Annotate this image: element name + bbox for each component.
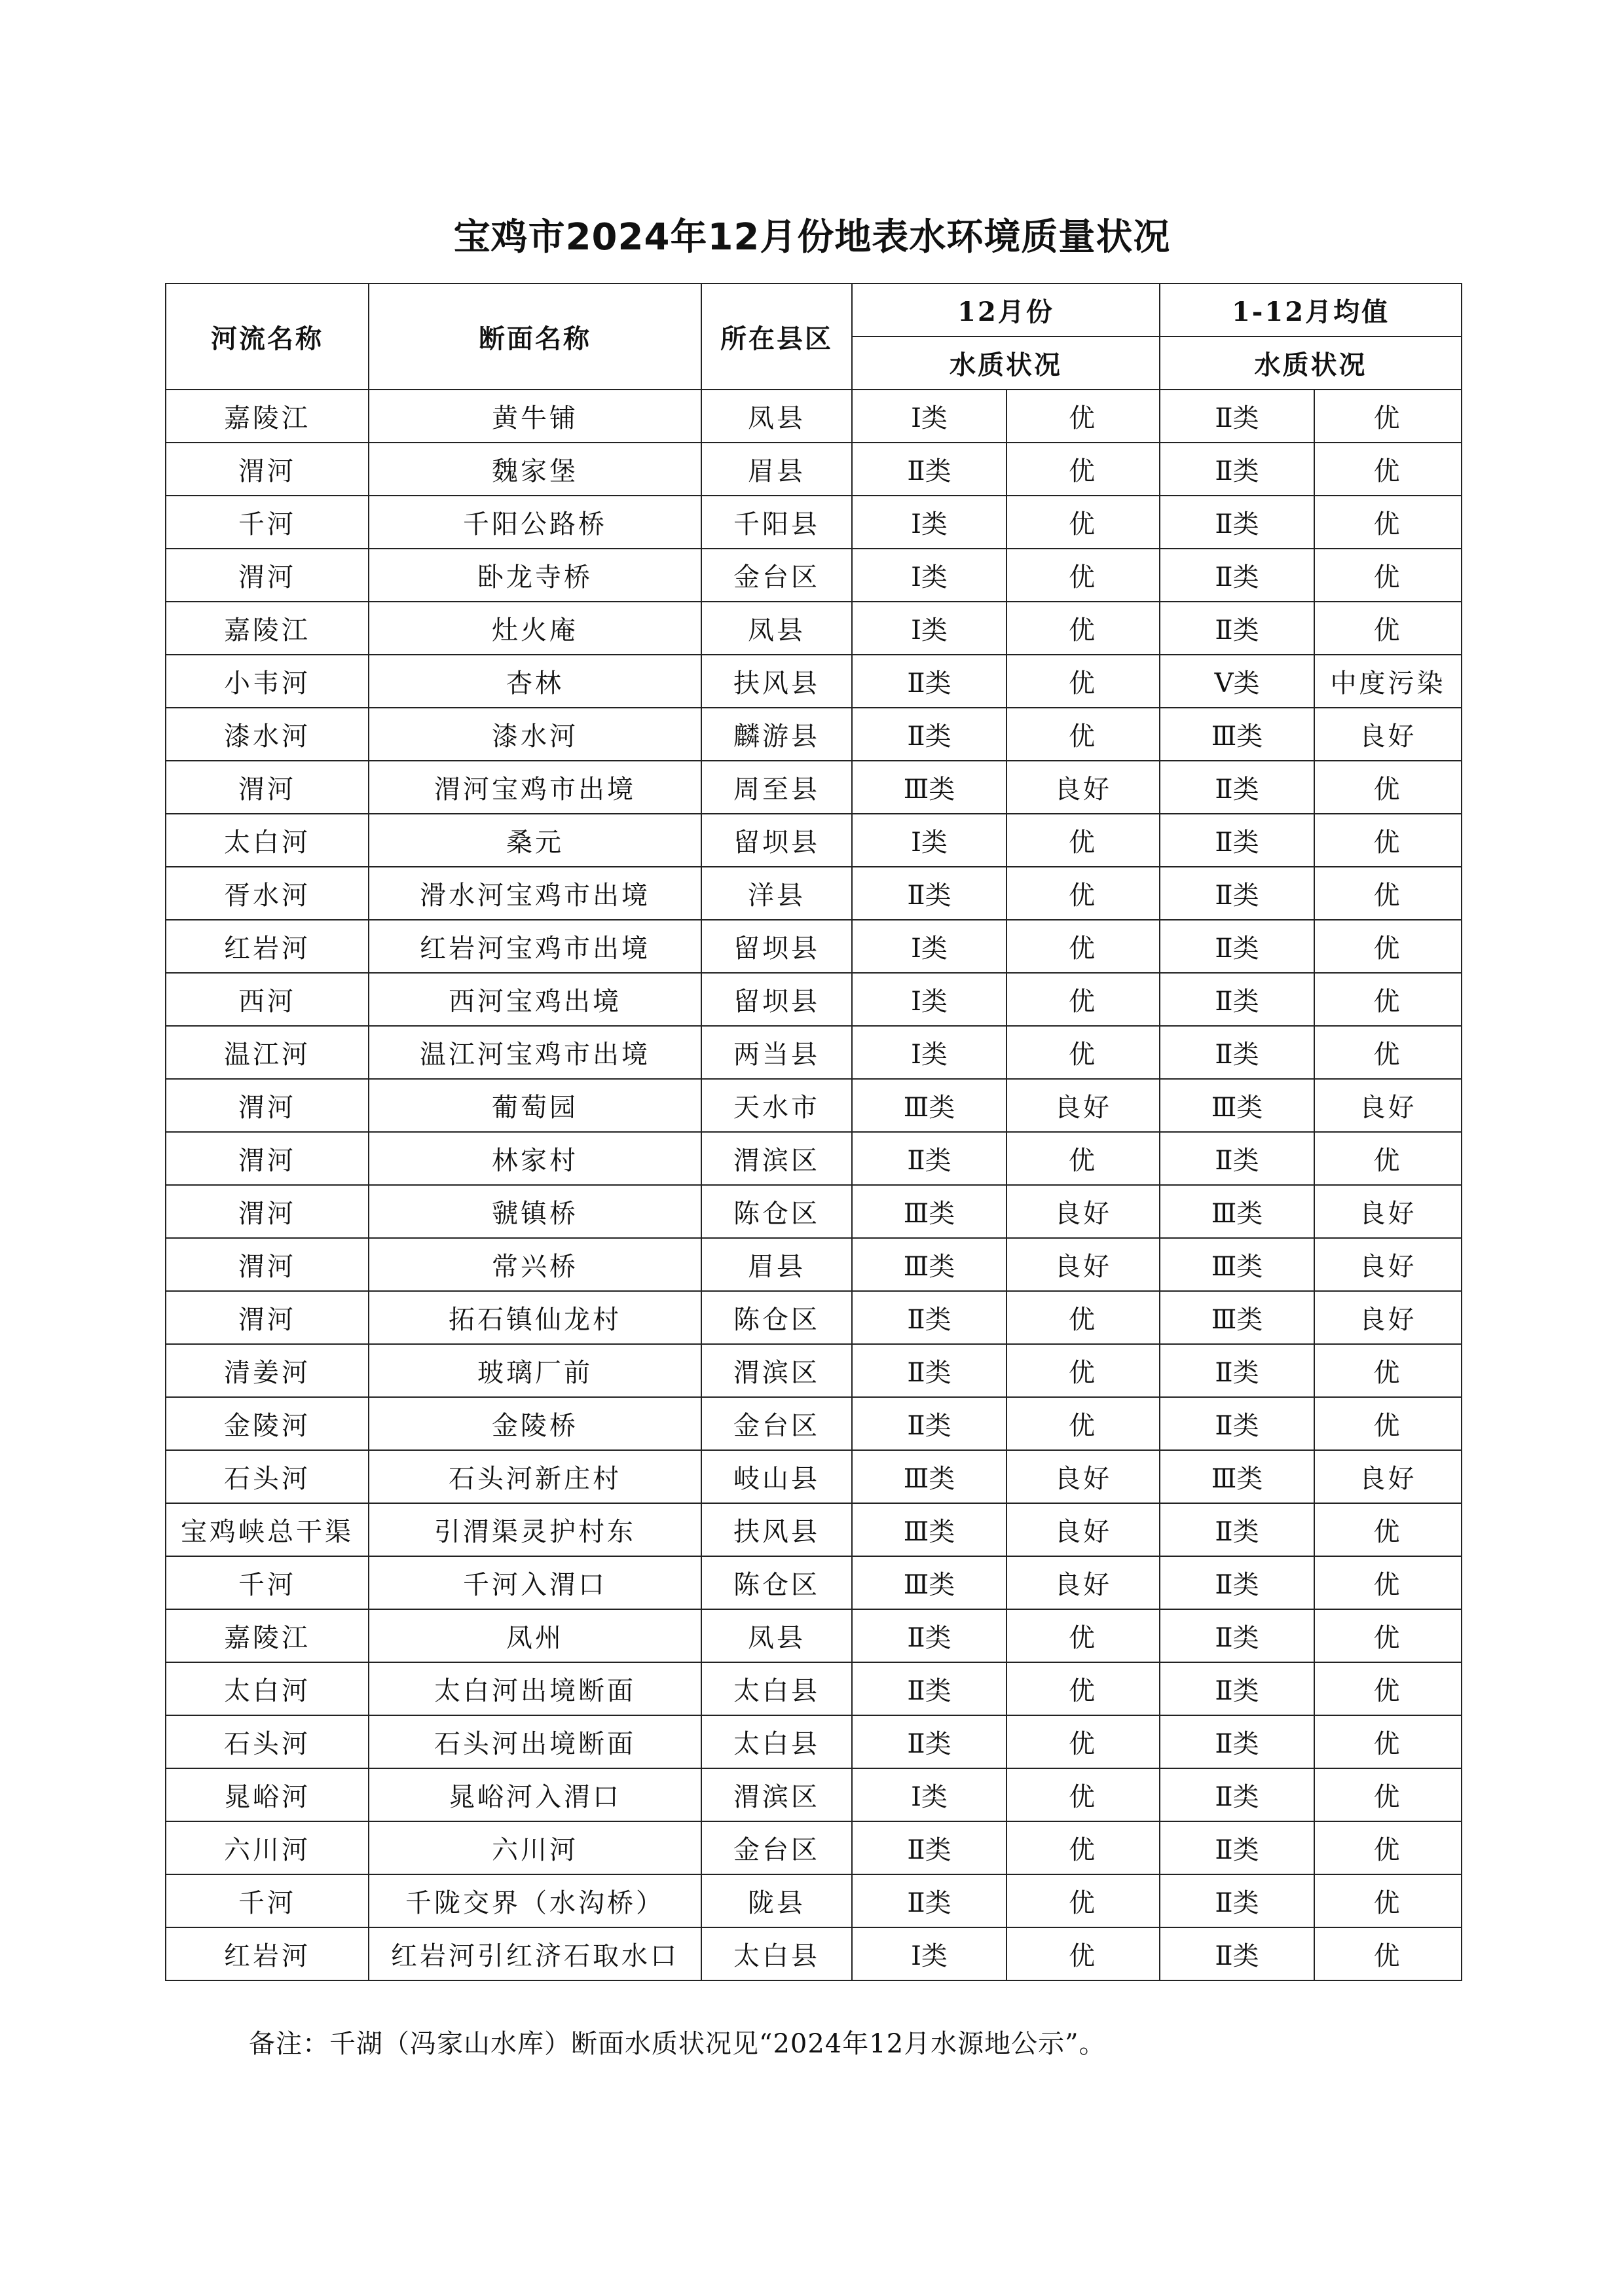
cell-annual-status: 优 [1314, 1715, 1462, 1768]
cell-december-class: Ⅲ类 [852, 761, 1006, 814]
cell-december-class: Ⅲ类 [852, 1450, 1006, 1503]
cell-county: 太白县 [701, 1715, 852, 1768]
cell-county: 扶风县 [701, 655, 852, 708]
cell-annual-status: 优 [1314, 496, 1462, 549]
cell-december-status: 优 [1006, 1662, 1160, 1715]
cell-annual-status: 优 [1314, 1927, 1462, 1980]
cell-section-name: 温江河宝鸡市出境 [369, 1026, 701, 1079]
cell-river-name: 温江河 [166, 1026, 369, 1079]
cell-annual-class: Ⅱ类 [1160, 867, 1314, 920]
cell-county: 金台区 [701, 549, 852, 602]
cell-annual-status: 优 [1314, 1556, 1462, 1609]
cell-december-status: 优 [1006, 1397, 1160, 1450]
table-row [166, 1662, 1462, 1715]
cell-river-name: 小韦河 [166, 655, 369, 708]
cell-section-name: 引渭渠灵护村东 [369, 1503, 701, 1556]
table-row [166, 655, 1462, 708]
cell-river-name: 清姜河 [166, 1344, 369, 1397]
cell-december-status: 良好 [1006, 1238, 1160, 1291]
cell-river-name: 石头河 [166, 1450, 369, 1503]
cell-section-name: 灶火庵 [369, 602, 701, 655]
cell-annual-class: Ⅱ类 [1160, 602, 1314, 655]
cell-section-name: 魏家堡 [369, 443, 701, 496]
cell-annual-class: Ⅲ类 [1160, 1450, 1314, 1503]
cell-annual-status: 优 [1314, 602, 1462, 655]
cell-river-name: 渭河 [166, 761, 369, 814]
table-row [166, 973, 1462, 1026]
cell-december-class: Ⅰ类 [852, 602, 1006, 655]
table-row [166, 1397, 1462, 1450]
cell-section-name: 林家村 [369, 1132, 701, 1185]
header-section-name: 断面名称 [369, 283, 701, 390]
cell-annual-class: Ⅱ类 [1160, 973, 1314, 1026]
cell-annual-class: Ⅲ类 [1160, 1079, 1314, 1132]
table-row [166, 496, 1462, 549]
cell-county: 太白县 [701, 1662, 852, 1715]
table-row [166, 390, 1462, 443]
cell-section-name: 红岩河引红济石取水口 [369, 1927, 701, 1980]
cell-river-name: 西河 [166, 973, 369, 1026]
cell-annual-status: 优 [1314, 1503, 1462, 1556]
cell-annual-class: Ⅱ类 [1160, 1344, 1314, 1397]
cell-river-name: 红岩河 [166, 1927, 369, 1980]
water-quality-table [165, 283, 1462, 1981]
cell-county: 留坝县 [701, 814, 852, 867]
cell-annual-class: Ⅱ类 [1160, 1026, 1314, 1079]
cell-december-class: Ⅱ类 [852, 1821, 1006, 1874]
cell-section-name: 黄牛铺 [369, 390, 701, 443]
cell-annual-class: Ⅱ类 [1160, 920, 1314, 973]
table-row [166, 1768, 1462, 1821]
cell-december-status: 优 [1006, 1927, 1160, 1980]
table-row [166, 1185, 1462, 1238]
cell-annual-status: 良好 [1314, 1450, 1462, 1503]
cell-county: 陇县 [701, 1874, 852, 1927]
cell-section-name: 石头河新庄村 [369, 1450, 701, 1503]
cell-annual-status: 优 [1314, 761, 1462, 814]
cell-annual-status: 中度污染 [1314, 655, 1462, 708]
cell-december-status: 优 [1006, 496, 1160, 549]
page-title: 宝鸡市2024年12月份地表水环境质量状况 [453, 216, 1171, 259]
cell-county: 太白县 [701, 1927, 852, 1980]
table-row [166, 1026, 1462, 1079]
cell-december-status: 优 [1006, 973, 1160, 1026]
cell-section-name: 葡萄园 [369, 1079, 701, 1132]
cell-december-class: Ⅱ类 [852, 443, 1006, 496]
cell-december-status: 优 [1006, 602, 1160, 655]
cell-section-name: 卧龙寺桥 [369, 549, 701, 602]
cell-annual-status: 优 [1314, 1609, 1462, 1662]
cell-december-class: Ⅰ类 [852, 973, 1006, 1026]
cell-december-status: 优 [1006, 443, 1160, 496]
cell-annual-status: 优 [1314, 549, 1462, 602]
cell-december-class: Ⅱ类 [852, 1397, 1006, 1450]
cell-december-status: 优 [1006, 1026, 1160, 1079]
cell-december-status: 优 [1006, 867, 1160, 920]
cell-december-class: Ⅱ类 [852, 1715, 1006, 1768]
cell-section-name: 六川河 [369, 1821, 701, 1874]
cell-december-class: Ⅰ类 [852, 1026, 1006, 1079]
cell-december-class: Ⅰ类 [852, 1768, 1006, 1821]
cell-river-name: 渭河 [166, 1185, 369, 1238]
cell-section-name: 千陇交界（水沟桥） [369, 1874, 701, 1927]
cell-annual-status: 优 [1314, 867, 1462, 920]
cell-december-status: 优 [1006, 920, 1160, 973]
cell-section-name: 太白河出境断面 [369, 1662, 701, 1715]
cell-annual-class: Ⅱ类 [1160, 1132, 1314, 1185]
cell-december-status: 优 [1006, 390, 1160, 443]
cell-river-name: 渭河 [166, 549, 369, 602]
cell-county: 两当县 [701, 1026, 852, 1079]
cell-river-name: 晁峪河 [166, 1768, 369, 1821]
table-row [166, 1291, 1462, 1344]
cell-county: 岐山县 [701, 1450, 852, 1503]
cell-river-name: 嘉陵江 [166, 602, 369, 655]
cell-december-class: Ⅲ类 [852, 1185, 1006, 1238]
cell-section-name: 桑元 [369, 814, 701, 867]
cell-december-status: 良好 [1006, 1503, 1160, 1556]
cell-december-class: Ⅱ类 [852, 655, 1006, 708]
header-river-name: 河流名称 [166, 283, 369, 390]
cell-annual-class: Ⅱ类 [1160, 549, 1314, 602]
cell-december-class: Ⅱ类 [852, 867, 1006, 920]
cell-section-name: 漆水河 [369, 708, 701, 761]
cell-county: 凤县 [701, 1609, 852, 1662]
cell-river-name: 红岩河 [166, 920, 369, 973]
header-annual-quality: 水质状况 [1160, 337, 1462, 390]
cell-december-class: Ⅲ类 [852, 1079, 1006, 1132]
cell-december-class: Ⅲ类 [852, 1238, 1006, 1291]
table-row [166, 1556, 1462, 1609]
header-december-quality: 水质状况 [852, 337, 1160, 390]
cell-annual-status: 优 [1314, 920, 1462, 973]
cell-annual-status: 优 [1314, 443, 1462, 496]
cell-annual-class: Ⅱ类 [1160, 1556, 1314, 1609]
cell-county: 千阳县 [701, 496, 852, 549]
cell-annual-class: Ⅱ类 [1160, 1397, 1314, 1450]
table-row [166, 708, 1462, 761]
cell-annual-status: 良好 [1314, 1185, 1462, 1238]
cell-annual-class: Ⅱ类 [1160, 1821, 1314, 1874]
cell-river-name: 渭河 [166, 443, 369, 496]
cell-december-class: Ⅰ类 [852, 814, 1006, 867]
cell-county: 渭滨区 [701, 1768, 852, 1821]
table-row [166, 761, 1462, 814]
cell-section-name: 渭河宝鸡市出境 [369, 761, 701, 814]
cell-river-name: 嘉陵江 [166, 390, 369, 443]
cell-annual-class: Ⅲ类 [1160, 1185, 1314, 1238]
cell-river-name: 千河 [166, 1556, 369, 1609]
cell-section-name: 玻璃厂前 [369, 1344, 701, 1397]
cell-annual-class: Ⅱ类 [1160, 443, 1314, 496]
cell-december-status: 优 [1006, 655, 1160, 708]
cell-county: 渭滨区 [701, 1344, 852, 1397]
cell-county: 陈仓区 [701, 1291, 852, 1344]
cell-county: 眉县 [701, 443, 852, 496]
cell-section-name: 杏林 [369, 655, 701, 708]
cell-annual-status: 良好 [1314, 1291, 1462, 1344]
table-row [166, 1874, 1462, 1927]
cell-december-class: Ⅱ类 [852, 1662, 1006, 1715]
cell-county: 留坝县 [701, 973, 852, 1026]
cell-annual-status: 优 [1314, 1397, 1462, 1450]
cell-december-status: 优 [1006, 1132, 1160, 1185]
cell-river-name: 漆水河 [166, 708, 369, 761]
cell-december-status: 优 [1006, 1344, 1160, 1397]
footnote: 备注：千湖（冯家山水库）断面水质状况见“2024年12月水源地公示”。 [249, 2029, 1106, 2059]
table-row [166, 1079, 1462, 1132]
cell-december-status: 优 [1006, 1609, 1160, 1662]
cell-section-name: 西河宝鸡出境 [369, 973, 701, 1026]
cell-river-name: 渭河 [166, 1132, 369, 1185]
cell-annual-class: Ⅱ类 [1160, 390, 1314, 443]
cell-river-name: 金陵河 [166, 1397, 369, 1450]
table-body [166, 390, 1462, 1980]
cell-river-name: 石头河 [166, 1715, 369, 1768]
cell-december-status: 良好 [1006, 1450, 1160, 1503]
cell-december-status: 良好 [1006, 1556, 1160, 1609]
cell-section-name: 拓石镇仙龙村 [369, 1291, 701, 1344]
cell-county: 麟游县 [701, 708, 852, 761]
cell-december-status: 优 [1006, 814, 1160, 867]
cell-county: 周至县 [701, 761, 852, 814]
table-row [166, 602, 1462, 655]
cell-section-name: 虢镇桥 [369, 1185, 701, 1238]
cell-river-name: 胥水河 [166, 867, 369, 920]
cell-annual-status: 优 [1314, 1768, 1462, 1821]
cell-county: 凤县 [701, 602, 852, 655]
header-december: 12月份 [852, 283, 1160, 337]
cell-river-name: 嘉陵江 [166, 1609, 369, 1662]
cell-section-name: 常兴桥 [369, 1238, 701, 1291]
cell-annual-status: 良好 [1314, 1079, 1462, 1132]
cell-county: 渭滨区 [701, 1132, 852, 1185]
cell-annual-status: 优 [1314, 1662, 1462, 1715]
cell-december-class: Ⅰ类 [852, 920, 1006, 973]
cell-december-class: Ⅲ类 [852, 1556, 1006, 1609]
cell-annual-status: 优 [1314, 1026, 1462, 1079]
cell-annual-status: 优 [1314, 1874, 1462, 1927]
cell-section-name: 千阳公路桥 [369, 496, 701, 549]
cell-december-status: 良好 [1006, 1185, 1160, 1238]
cell-annual-class: Ⅲ类 [1160, 1291, 1314, 1344]
cell-county: 留坝县 [701, 920, 852, 973]
cell-annual-class: Ⅱ类 [1160, 814, 1314, 867]
cell-december-class: Ⅰ类 [852, 549, 1006, 602]
cell-annual-status: 优 [1314, 1132, 1462, 1185]
cell-december-class: Ⅰ类 [852, 1927, 1006, 1980]
cell-river-name: 太白河 [166, 814, 369, 867]
cell-river-name: 宝鸡峡总干渠 [166, 1503, 369, 1556]
cell-annual-class: Ⅴ类 [1160, 655, 1314, 708]
cell-december-class: Ⅱ类 [852, 1874, 1006, 1927]
cell-section-name: 千河入渭口 [369, 1556, 701, 1609]
table-row [166, 443, 1462, 496]
cell-annual-class: Ⅱ类 [1160, 1609, 1314, 1662]
cell-december-class: Ⅱ类 [852, 1609, 1006, 1662]
table-row [166, 867, 1462, 920]
cell-december-status: 优 [1006, 1291, 1160, 1344]
cell-annual-class: Ⅱ类 [1160, 1874, 1314, 1927]
cell-annual-class: Ⅲ类 [1160, 708, 1314, 761]
table-row [166, 1132, 1462, 1185]
header-county: 所在县区 [701, 283, 852, 390]
cell-annual-status: 优 [1314, 1821, 1462, 1874]
cell-county: 金台区 [701, 1397, 852, 1450]
table-row [166, 1715, 1462, 1768]
cell-december-status: 优 [1006, 708, 1160, 761]
cell-annual-class: Ⅱ类 [1160, 496, 1314, 549]
cell-december-status: 优 [1006, 549, 1160, 602]
cell-river-name: 渭河 [166, 1238, 369, 1291]
cell-county: 金台区 [701, 1821, 852, 1874]
cell-annual-status: 优 [1314, 390, 1462, 443]
cell-annual-class: Ⅲ类 [1160, 1238, 1314, 1291]
cell-river-name: 太白河 [166, 1662, 369, 1715]
cell-county: 陈仓区 [701, 1185, 852, 1238]
cell-section-name: 金陵桥 [369, 1397, 701, 1450]
table-row [166, 1450, 1462, 1503]
cell-december-class: Ⅱ类 [852, 708, 1006, 761]
cell-december-status: 良好 [1006, 761, 1160, 814]
table-row [166, 1238, 1462, 1291]
cell-annual-status: 优 [1314, 1344, 1462, 1397]
cell-december-status: 优 [1006, 1715, 1160, 1768]
cell-annual-class: Ⅱ类 [1160, 761, 1314, 814]
cell-county: 凤县 [701, 390, 852, 443]
cell-section-name: 红岩河宝鸡市出境 [369, 920, 701, 973]
cell-section-name: 滑水河宝鸡市出境 [369, 867, 701, 920]
cell-river-name: 渭河 [166, 1291, 369, 1344]
cell-annual-class: Ⅱ类 [1160, 1662, 1314, 1715]
cell-december-class: Ⅱ类 [852, 1291, 1006, 1344]
cell-annual-status: 良好 [1314, 708, 1462, 761]
cell-section-name: 凤州 [369, 1609, 701, 1662]
cell-river-name: 千河 [166, 1874, 369, 1927]
cell-county: 天水市 [701, 1079, 852, 1132]
cell-annual-status: 良好 [1314, 1238, 1462, 1291]
cell-section-name: 晁峪河入渭口 [369, 1768, 701, 1821]
cell-county: 陈仓区 [701, 1556, 852, 1609]
cell-december-status: 优 [1006, 1768, 1160, 1821]
table-row [166, 1821, 1462, 1874]
cell-river-name: 千河 [166, 496, 369, 549]
cell-december-class: Ⅲ类 [852, 1503, 1006, 1556]
cell-annual-class: Ⅱ类 [1160, 1768, 1314, 1821]
table-row [166, 1503, 1462, 1556]
cell-annual-class: Ⅱ类 [1160, 1927, 1314, 1980]
cell-section-name: 石头河出境断面 [369, 1715, 701, 1768]
cell-annual-class: Ⅱ类 [1160, 1503, 1314, 1556]
cell-river-name: 渭河 [166, 1079, 369, 1132]
cell-december-status: 良好 [1006, 1079, 1160, 1132]
table-row [166, 549, 1462, 602]
cell-county: 洋县 [701, 867, 852, 920]
cell-december-class: Ⅱ类 [852, 1132, 1006, 1185]
cell-county: 眉县 [701, 1238, 852, 1291]
cell-annual-status: 优 [1314, 814, 1462, 867]
table-row [166, 1927, 1462, 1980]
cell-december-status: 优 [1006, 1874, 1160, 1927]
cell-december-class: Ⅰ类 [852, 496, 1006, 549]
cell-river-name: 六川河 [166, 1821, 369, 1874]
header-annual-average: 1-12月均值 [1160, 283, 1462, 337]
table-row [166, 920, 1462, 973]
cell-annual-class: Ⅱ类 [1160, 1715, 1314, 1768]
cell-december-class: Ⅰ类 [852, 390, 1006, 443]
table-row [166, 814, 1462, 867]
table-row [166, 1609, 1462, 1662]
table-row [166, 1344, 1462, 1397]
cell-annual-status: 优 [1314, 973, 1462, 1026]
cell-december-status: 优 [1006, 1821, 1160, 1874]
cell-december-class: Ⅱ类 [852, 1344, 1006, 1397]
cell-county: 扶风县 [701, 1503, 852, 1556]
